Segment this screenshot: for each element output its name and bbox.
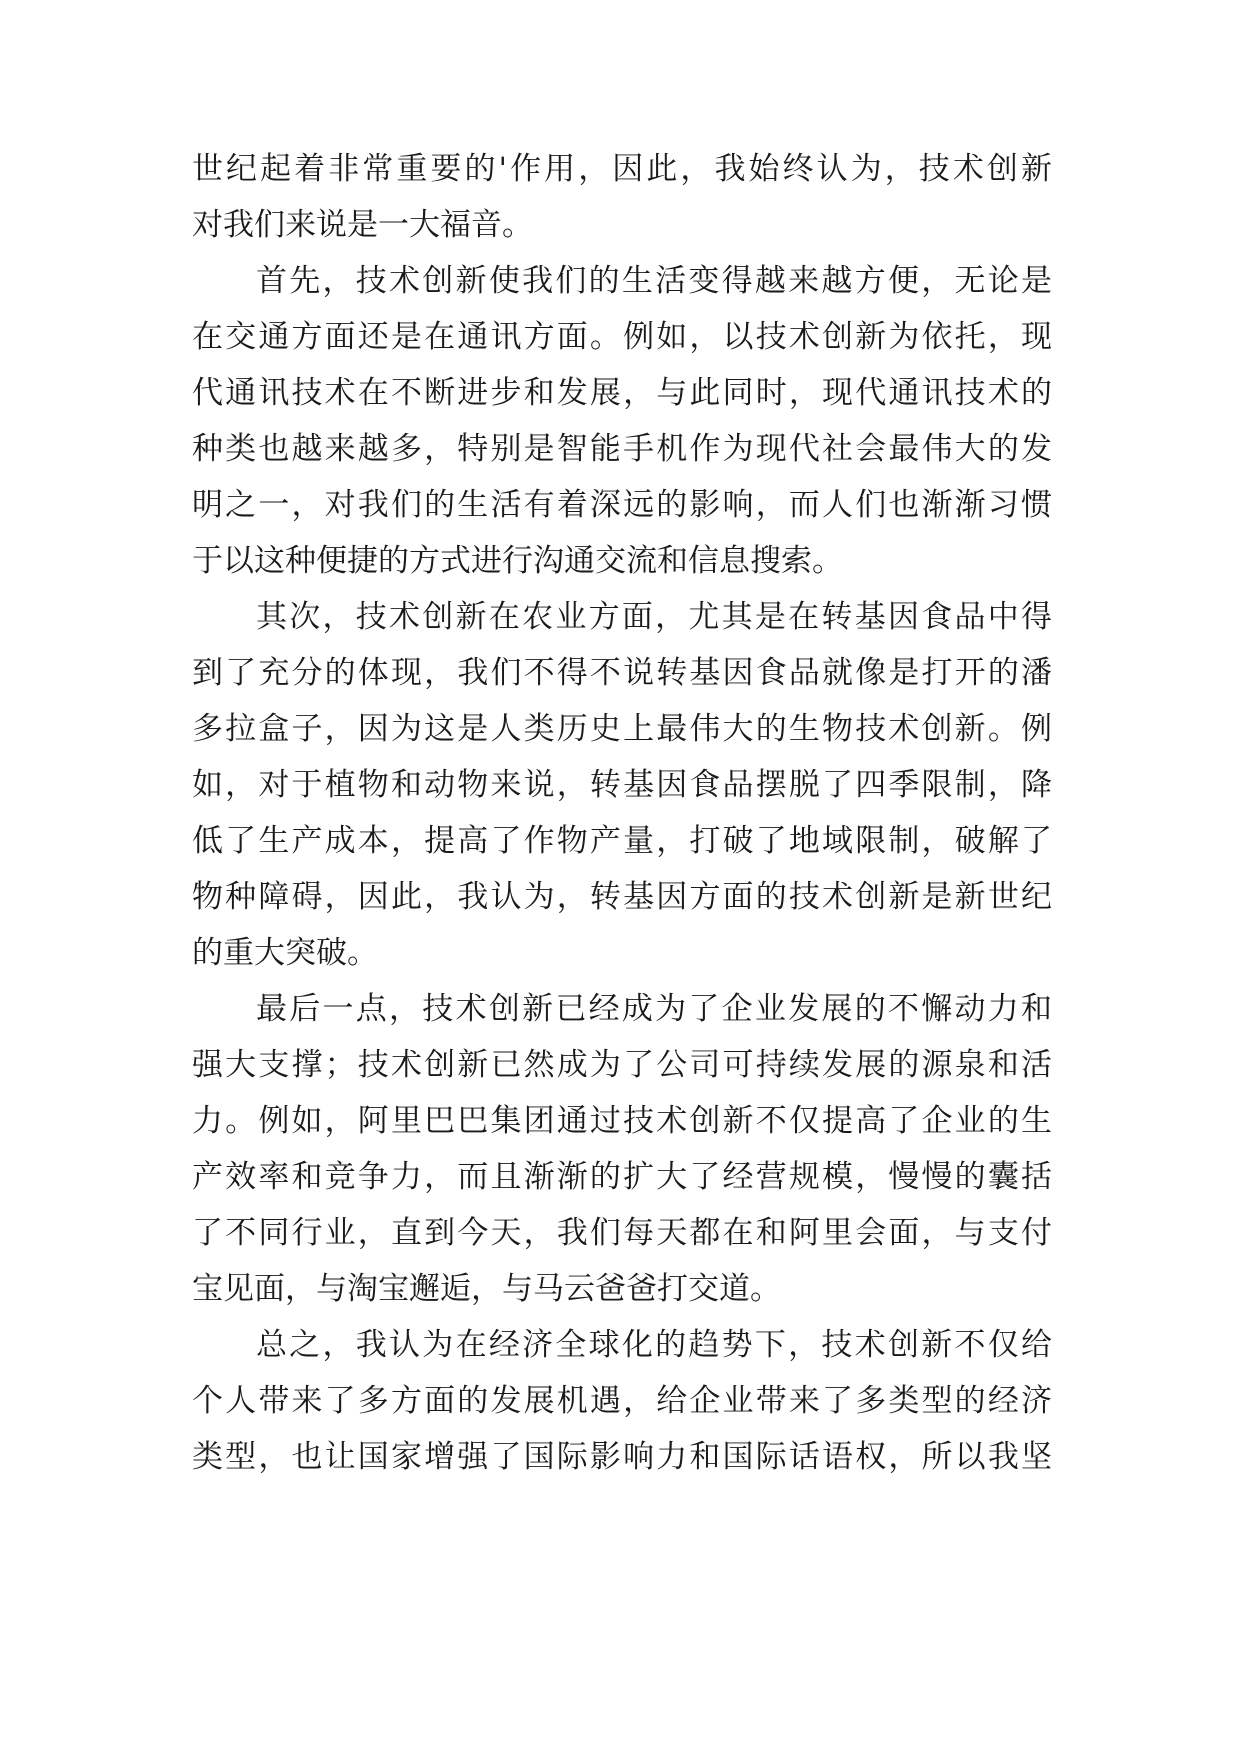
paragraph-first-line: 总之，我认为在经济全球化的趋势下，技术创新不仅给 — [256, 1327, 1052, 1363]
text-line: 物种障碍，因此，我认为，转基因方面的技术创新是新世纪 — [192, 879, 1052, 915]
text-line: 到了充分的体现，我们不得不说转基因食品就像是打开的潘 — [192, 655, 1052, 691]
text-line: 代通讯技术在不断进步和发展，与此同时，现代通讯技术的 — [192, 375, 1052, 411]
text-line: 强大支撑；技术创新已然成为了公司可持续发展的源泉和活 — [192, 1047, 1052, 1083]
text-line: 产效率和竞争力，而且渐渐的扩大了经营规模，慢慢的囊括 — [192, 1159, 1052, 1195]
paragraph-first-line: 首先，技术创新使我们的生活变得越来越方便，无论是 — [256, 263, 1052, 299]
text-line: 个人带来了多方面的发展机遇，给企业带来了多类型的经济 — [192, 1383, 1052, 1419]
text-line: 明之一，对我们的生活有着深远的影响，而人们也渐渐习惯 — [192, 487, 1052, 523]
text-line: 了不同行业，直到今天，我们每天都在和阿里会面，与支付 — [192, 1215, 1052, 1251]
text-line: 于以这种便捷的方式进行沟通交流和信息搜索。 — [192, 543, 843, 579]
text-line: 多拉盒子，因为这是人类历史上最伟大的生物技术创新。例 — [192, 711, 1052, 747]
text-line: 力。例如，阿里巴巴集团通过技术创新不仅提高了企业的生 — [192, 1103, 1052, 1139]
text-line: 种类也越来越多，特别是智能手机作为现代社会最伟大的发 — [192, 431, 1052, 467]
text-line: 世纪起着非常重要的'作用，因此，我始终认为，技术创新 — [192, 151, 1052, 187]
paragraph-first-line: 最后一点，技术创新已经成为了企业发展的不懈动力和 — [256, 991, 1052, 1027]
text-line: 如，对于植物和动物来说，转基因食品摆脱了四季限制，降 — [192, 767, 1052, 803]
text-line: 对我们来说是一大福音。 — [192, 207, 533, 243]
text-line: 低了生产成本，提高了作物产量，打破了地域限制，破解了 — [192, 823, 1052, 859]
text-line: 类型，也让国家增强了国际影响力和国际话语权，所以我坚 — [192, 1439, 1052, 1475]
paragraph-first-line: 其次，技术创新在农业方面，尤其是在转基因食品中得 — [256, 599, 1052, 635]
text-line: 宝见面，与淘宝邂逅，与马云爸爸打交道。 — [192, 1271, 781, 1307]
text-line: 的重大突破。 — [192, 935, 378, 971]
text-line: 在交通方面还是在通讯方面。例如，以技术创新为依托，现 — [192, 319, 1052, 355]
